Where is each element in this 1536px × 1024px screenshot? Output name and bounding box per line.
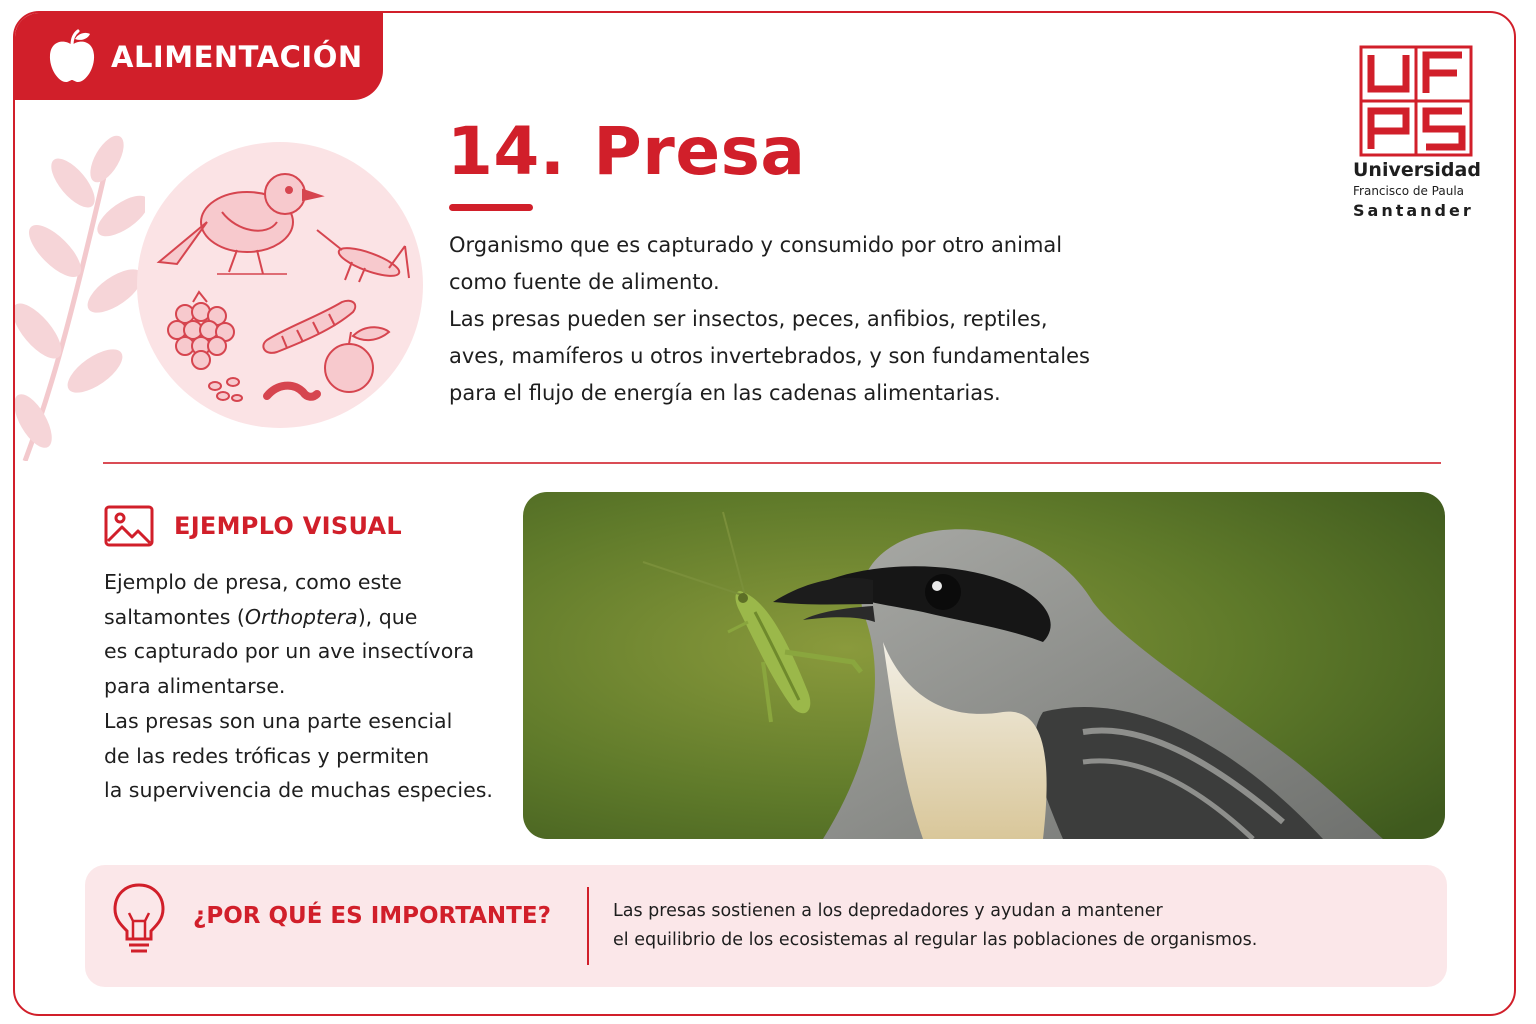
lightbulb-icon bbox=[111, 881, 167, 957]
importance-line: Las presas sostienen a los depredadores y ayudan a mantener bbox=[613, 901, 1163, 921]
term-word: Presa bbox=[593, 113, 806, 190]
logo-university: Universidad bbox=[1353, 159, 1481, 181]
prey-illustration bbox=[137, 142, 423, 428]
definition-line: aves, mamíferos u otros invertebrados, y son fundamentales bbox=[449, 344, 1090, 368]
scientific-name: Orthoptera bbox=[244, 604, 358, 629]
image-icon bbox=[104, 505, 154, 547]
importance-text bbox=[613, 897, 1433, 955]
example-line: saltamontes (Orthoptera), que bbox=[104, 604, 418, 629]
logo-francisco: Francisco de Paula bbox=[1353, 184, 1465, 198]
term-number: 14. bbox=[447, 113, 566, 190]
example-line: Ejemplo de presa, como este bbox=[104, 570, 402, 594]
category-tab bbox=[15, 13, 383, 100]
category-label: ALIMENTACIÓN bbox=[111, 39, 363, 74]
example-header bbox=[104, 505, 402, 547]
importance-separator bbox=[587, 887, 589, 965]
definition-line: como fuente de alimento. bbox=[449, 270, 720, 294]
example-line: de las redes tróficas y permiten bbox=[104, 743, 430, 768]
importance-line: el equilibrio de los ecosistemas al regular las poblaciones de organismos. bbox=[613, 930, 1258, 950]
definition-line: Organismo que es capturado y consumido por otro animal bbox=[449, 233, 1063, 257]
definition-line: Las presas pueden ser insectos, peces, anfibios, reptiles, bbox=[449, 307, 1048, 331]
example-photo bbox=[523, 492, 1445, 839]
term-title bbox=[447, 113, 805, 190]
example-line: la supervivencia de muchas especies. bbox=[104, 778, 493, 803]
importance-box bbox=[85, 865, 1447, 987]
logo-santander: Santander bbox=[1353, 201, 1474, 220]
example-text bbox=[104, 565, 514, 808]
example-line: es capturado por un ave insectívora bbox=[104, 639, 475, 664]
importance-title: ¿POR QUÉ ES IMPORTANTE? bbox=[193, 903, 551, 929]
section-divider bbox=[103, 462, 1441, 464]
example-line: Las presas son una parte esencial bbox=[104, 708, 453, 733]
example-title: EJEMPLO VISUAL bbox=[174, 512, 402, 540]
decorative-leaves bbox=[15, 131, 145, 461]
title-underline bbox=[449, 204, 533, 211]
university-logo bbox=[1353, 45, 1493, 220]
apple-icon bbox=[47, 29, 97, 85]
example-line: para alimentarse. bbox=[104, 674, 286, 699]
glossary-card bbox=[13, 11, 1516, 1016]
ufps-logo-mark bbox=[1359, 45, 1473, 157]
definition-text bbox=[449, 227, 1129, 412]
definition-line: para el flujo de energía en las cadenas alimentarias. bbox=[449, 381, 1001, 405]
